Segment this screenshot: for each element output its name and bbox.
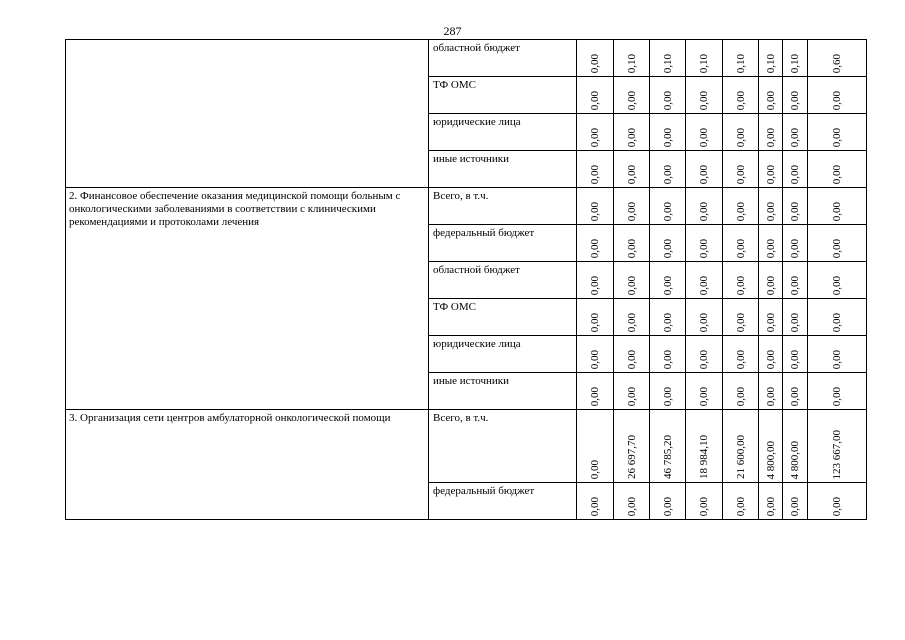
amount-value: 0,00 [625, 312, 638, 332]
amount-cell [783, 188, 808, 225]
amount-value: 0,00 [734, 90, 747, 110]
amount-cell [650, 188, 686, 225]
amount-value: 0,00 [625, 201, 638, 221]
amount-cell [686, 336, 723, 373]
amount-value: 26 697,70 [625, 435, 638, 479]
amount-value: 0,10 [661, 53, 674, 73]
amount-value: 0,00 [831, 238, 843, 258]
amount-value: 0,00 [831, 90, 843, 110]
amount-cell [650, 225, 686, 262]
amount-value: 0,00 [764, 238, 777, 258]
amount-cell [686, 114, 723, 151]
amount-cell [614, 373, 650, 410]
amount-cell [783, 410, 808, 483]
amount-value: 0,00 [764, 164, 777, 184]
amount-value: 0,00 [789, 127, 801, 147]
amount-cell [808, 40, 867, 77]
amount-value: 0,00 [625, 496, 638, 516]
amount-cell [577, 225, 614, 262]
amount-value: 0,00 [698, 164, 710, 184]
amount-cell [577, 40, 614, 77]
funding-source-cell: Всего, в т.ч. [429, 188, 577, 225]
funding-source-cell: федеральный бюджет [429, 483, 577, 520]
amount-value: 0,00 [698, 349, 710, 369]
amount-cell [614, 262, 650, 299]
amount-value: 0,00 [589, 127, 601, 147]
amount-value: 0,00 [764, 386, 777, 406]
amount-value: 0,00 [764, 201, 777, 221]
amount-cell [783, 114, 808, 151]
amount-cell [577, 373, 614, 410]
amount-cell [577, 77, 614, 114]
amount-cell [759, 151, 783, 188]
amount-cell [650, 262, 686, 299]
amount-cell [759, 373, 783, 410]
amount-cell [783, 262, 808, 299]
amount-cell [577, 151, 614, 188]
amount-cell [577, 483, 614, 520]
amount-value: 0,00 [764, 349, 777, 369]
amount-value: 0,00 [625, 238, 638, 258]
amount-cell [808, 114, 867, 151]
amount-value: 0,00 [698, 201, 710, 221]
amount-cell [783, 483, 808, 520]
amount-cell [650, 151, 686, 188]
amount-cell [650, 410, 686, 483]
amount-value: 0,00 [734, 238, 747, 258]
amount-cell [723, 373, 759, 410]
task-cell [66, 410, 429, 520]
amount-value: 0,00 [831, 275, 843, 295]
amount-value: 0,00 [661, 312, 674, 332]
amount-cell [686, 40, 723, 77]
amount-cell [614, 151, 650, 188]
amount-value: 0,00 [789, 496, 801, 516]
amount-value: 0,00 [831, 386, 843, 406]
amount-cell [686, 151, 723, 188]
amount-cell [783, 40, 808, 77]
amount-value: 0,00 [625, 349, 638, 369]
amount-value: 4 800,00 [764, 440, 777, 479]
amount-cell [650, 40, 686, 77]
page-number: 287 [443, 24, 462, 38]
amount-value: 0,00 [764, 127, 777, 147]
funding-source-cell: областной бюджет [429, 262, 577, 299]
amount-cell [686, 262, 723, 299]
amount-cell [614, 77, 650, 114]
amount-value: 0,00 [831, 496, 843, 516]
amount-cell [759, 40, 783, 77]
funding-source-cell: федеральный бюджет [429, 225, 577, 262]
amount-cell [614, 299, 650, 336]
amount-cell [759, 225, 783, 262]
task-cell [66, 40, 429, 188]
amount-cell [759, 299, 783, 336]
amount-cell [808, 336, 867, 373]
funding-source-cell: иные источники [429, 373, 577, 410]
amount-cell [650, 336, 686, 373]
amount-cell [577, 262, 614, 299]
funding-source-cell: юридические лица [429, 336, 577, 373]
amount-value: 0,00 [661, 349, 674, 369]
amount-value: 0,00 [831, 312, 843, 332]
amount-value: 0,10 [789, 53, 801, 73]
amount-cell [783, 77, 808, 114]
amount-cell [783, 151, 808, 188]
amount-value: 0,00 [698, 312, 710, 332]
table-row [66, 40, 867, 77]
amount-value: 0,00 [698, 238, 710, 258]
amount-value: 0,00 [661, 90, 674, 110]
amount-cell [686, 410, 723, 483]
amount-value: 0,00 [789, 275, 801, 295]
amount-cell [759, 483, 783, 520]
amount-cell [650, 299, 686, 336]
amount-value: 0,00 [831, 349, 843, 369]
amount-cell [723, 262, 759, 299]
amount-value: 0,00 [789, 90, 801, 110]
amount-cell [686, 483, 723, 520]
amount-cell [577, 114, 614, 151]
amount-value: 0,00 [589, 201, 601, 221]
amount-value: 0,00 [734, 164, 747, 184]
amount-value: 0,00 [589, 459, 601, 479]
amount-cell [577, 410, 614, 483]
amount-value: 0,00 [764, 275, 777, 295]
task-text: 3. Организация сети центров амбулаторной онкологической помощи [69, 412, 391, 424]
amount-value: 0,00 [589, 90, 601, 110]
amount-cell [759, 336, 783, 373]
budget-table-body [66, 40, 867, 520]
amount-cell [686, 225, 723, 262]
amount-value: 0,60 [831, 53, 843, 73]
amount-cell [759, 262, 783, 299]
table-row [66, 410, 867, 483]
amount-value: 46 785,20 [661, 435, 674, 479]
amount-value: 0,10 [764, 53, 777, 73]
amount-cell [650, 483, 686, 520]
amount-cell [614, 410, 650, 483]
amount-value: 0,10 [625, 53, 638, 73]
amount-value: 0,00 [734, 201, 747, 221]
amount-value: 0,00 [625, 386, 638, 406]
amount-cell [723, 40, 759, 77]
amount-value: 0,00 [661, 238, 674, 258]
amount-cell [686, 77, 723, 114]
amount-cell [723, 77, 759, 114]
amount-value: 18 984,10 [698, 435, 710, 479]
amount-cell [723, 188, 759, 225]
amount-value: 0,00 [789, 164, 801, 184]
amount-value: 0,00 [589, 312, 601, 332]
amount-value: 0,00 [789, 201, 801, 221]
amount-cell [614, 40, 650, 77]
amount-value: 0,00 [661, 275, 674, 295]
amount-cell [723, 114, 759, 151]
amount-value: 0,00 [764, 312, 777, 332]
amount-value: 0,00 [661, 201, 674, 221]
amount-value: 0,00 [831, 164, 843, 184]
funding-source-cell: ТФ ОМС [429, 77, 577, 114]
task-text: 2. Финансовое обеспечение оказания медицинской помощи больным с онкологическими заболеваниями в соответствии с клиническими рекомендациями и протоколами лечения [69, 190, 401, 228]
amount-value: 0,00 [589, 349, 601, 369]
amount-cell [614, 483, 650, 520]
amount-cell [650, 373, 686, 410]
amount-cell [650, 114, 686, 151]
amount-cell [759, 410, 783, 483]
amount-value: 0,00 [734, 127, 747, 147]
amount-value: 0,10 [734, 53, 747, 73]
amount-cell [614, 225, 650, 262]
amount-cell [723, 410, 759, 483]
amount-cell [783, 299, 808, 336]
amount-value: 0,00 [789, 312, 801, 332]
amount-value: 0,00 [625, 164, 638, 184]
amount-value: 0,00 [661, 164, 674, 184]
amount-value: 0,00 [734, 386, 747, 406]
funding-source-cell: Всего, в т.ч. [429, 410, 577, 483]
amount-cell [723, 336, 759, 373]
amount-value: 0,00 [589, 164, 601, 184]
amount-cell [808, 188, 867, 225]
amount-cell [759, 77, 783, 114]
amount-value: 0,00 [698, 127, 710, 147]
table-row [66, 188, 867, 225]
amount-value: 0,00 [734, 496, 747, 516]
amount-value: 0,00 [589, 53, 601, 73]
amount-value: 0,00 [764, 496, 777, 516]
amount-value: 0,00 [698, 90, 710, 110]
amount-value: 0,00 [661, 496, 674, 516]
amount-value: 0,00 [625, 275, 638, 295]
funding-source-cell: иные источники [429, 151, 577, 188]
amount-cell [783, 373, 808, 410]
amount-cell [808, 483, 867, 520]
amount-cell [783, 225, 808, 262]
amount-value: 0,00 [661, 127, 674, 147]
amount-cell [808, 262, 867, 299]
amount-cell [783, 336, 808, 373]
amount-cell [686, 299, 723, 336]
amount-cell [650, 77, 686, 114]
amount-value: 4 800,00 [789, 440, 801, 479]
amount-value: 0,00 [831, 201, 843, 221]
amount-value: 0,00 [589, 386, 601, 406]
task-cell [66, 188, 429, 410]
amount-cell [808, 225, 867, 262]
amount-value: 0,00 [625, 127, 638, 147]
amount-cell [577, 299, 614, 336]
funding-source-cell: областной бюджет [429, 40, 577, 77]
amount-cell [808, 373, 867, 410]
amount-cell [614, 336, 650, 373]
amount-cell [577, 336, 614, 373]
amount-cell [808, 410, 867, 483]
amount-value: 0,00 [789, 238, 801, 258]
amount-value: 0,00 [661, 386, 674, 406]
amount-value: 0,00 [734, 312, 747, 332]
amount-cell [577, 188, 614, 225]
amount-cell [686, 373, 723, 410]
amount-value: 0,00 [764, 90, 777, 110]
amount-value: 0,00 [589, 238, 601, 258]
amount-value: 0,00 [698, 275, 710, 295]
amount-cell [614, 188, 650, 225]
amount-value: 123 667,00 [831, 429, 843, 479]
amount-value: 0,00 [789, 386, 801, 406]
amount-value: 0,00 [789, 349, 801, 369]
amount-value: 0,00 [589, 275, 601, 295]
amount-cell [759, 188, 783, 225]
amount-cell [808, 151, 867, 188]
funding-source-cell: юридические лица [429, 114, 577, 151]
amount-value: 21 600,00 [734, 435, 747, 479]
amount-value: 0,00 [589, 496, 601, 516]
amount-value: 0,00 [734, 275, 747, 295]
amount-cell [808, 299, 867, 336]
amount-cell [723, 483, 759, 520]
amount-value: 0,00 [625, 90, 638, 110]
amount-cell [759, 114, 783, 151]
amount-value: 0,10 [698, 53, 710, 73]
budget-table [65, 39, 867, 520]
funding-source-cell: ТФ ОМС [429, 299, 577, 336]
amount-cell [723, 299, 759, 336]
amount-cell [723, 225, 759, 262]
amount-cell [686, 188, 723, 225]
amount-value: 0,00 [831, 127, 843, 147]
amount-cell [614, 114, 650, 151]
amount-value: 0,00 [698, 496, 710, 516]
amount-cell [808, 77, 867, 114]
amount-value: 0,00 [734, 349, 747, 369]
amount-value: 0,00 [698, 386, 710, 406]
amount-cell [723, 151, 759, 188]
